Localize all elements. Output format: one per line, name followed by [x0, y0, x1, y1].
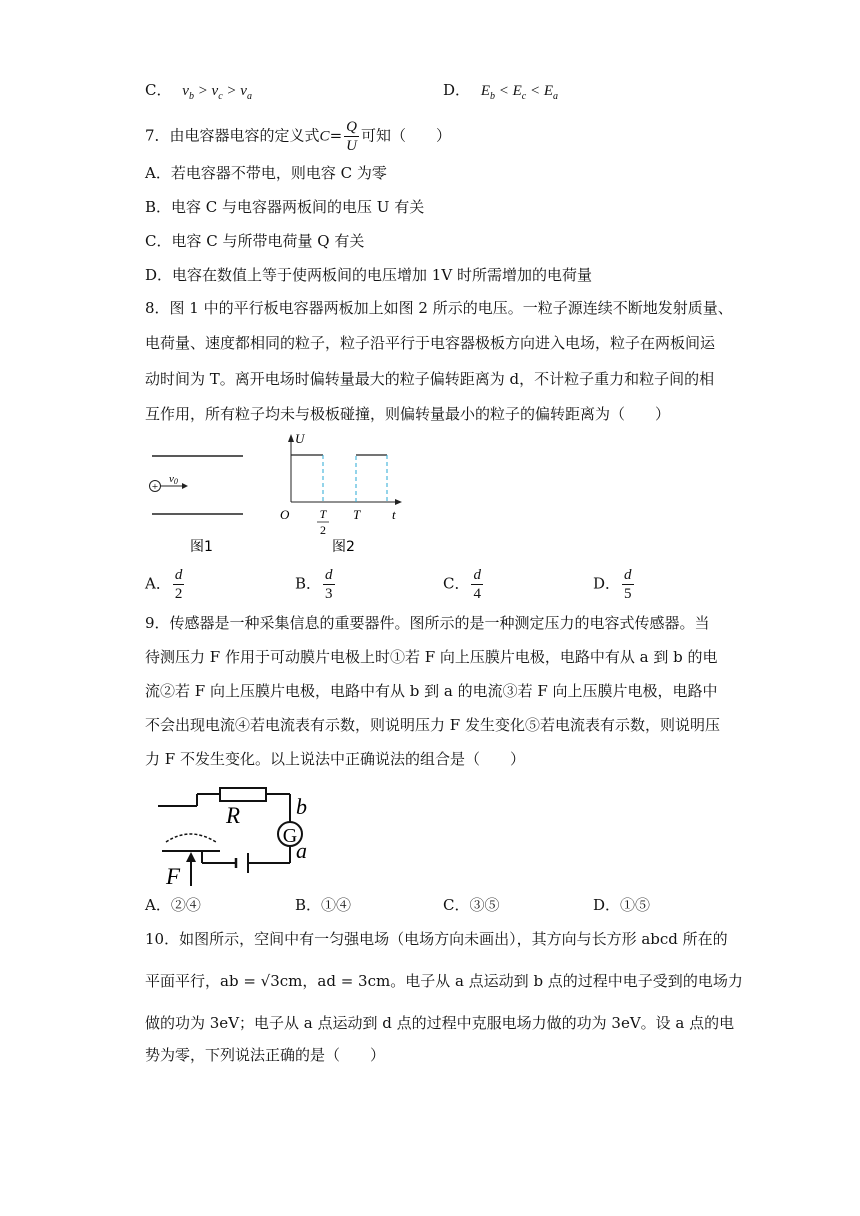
q8-axis-u-label: U: [295, 431, 305, 446]
q9-option-b: B．①④: [295, 896, 352, 914]
q8-figure2-voltage-graph: [280, 431, 402, 555]
q8-stem-line: 动时间为 T。离开电场时偏转量最大的粒子偏转距离为 d，不计粒子重力和粒子间的相: [145, 370, 715, 388]
q8-figures: [140, 430, 420, 560]
q8-option-a: A． $\frac{d}{2}$: [145, 567, 183, 602]
q7-option-b: B．电容 C 与电容器两板间的电压 U 有关: [145, 198, 425, 216]
q8-charge-symbol: +: [151, 481, 159, 493]
q8-origin-label: O: [280, 507, 290, 522]
q9-option-d: D．①⑤: [593, 896, 651, 914]
q10-stem-line: 10．如图所示，空间中有一匀强电场（电场方向未画出），其方向与长方形 abcd 所在的: [145, 930, 728, 948]
q9-stem-line: 流②若 F 向上压膜片电极，电路中有从 b 到 a 的电流③若 F 向上压膜片电极，电路中: [145, 682, 718, 700]
q8-figure2-caption: 图2: [332, 539, 355, 555]
q9-f-label: F: [166, 864, 181, 889]
q8-stem-line: 电荷量、速度都相同的粒子，粒子沿平行于电容器极板方向进入电场，粒子在两板间运: [145, 334, 716, 352]
q8-stem-line: 8．图 1 中的平行板电容器两板加上如图 2 所示的电压。一粒子源连续不断地发射质量、: [145, 299, 733, 317]
q8-tick-half-num: T: [319, 507, 327, 521]
q7-option-a: A．若电容器不带电，则电容 C 为零: [145, 164, 387, 182]
q10-stem-line: 势为零，下列说法正确的是（ ）: [145, 1046, 386, 1064]
q8-figure1-capacitor: [150, 456, 244, 555]
q9-resistor: [220, 788, 266, 801]
q9-sensor-circuit: [150, 780, 330, 890]
q7-stem: 7．由电容器电容的定义式C= $\frac{Q}{U}$ 可知（ ）: [145, 119, 451, 154]
q9-stem-line: 待测压力 F 作用于可动膜片电极上时①若 F 向上压膜片电极，电路中有从 a 到 b 的电: [145, 648, 718, 666]
q9-g-label: G: [282, 825, 298, 847]
q9-stem-line: 力 F 不发生变化。以上说法中正确说法的组合是（ ）: [145, 750, 525, 768]
q8-stem-line: 互作用，所有粒子均未与极板碰撞，则偏转量最小的粒子的偏转距离为（ ）: [145, 405, 671, 423]
q9-option-c: C．③⑤: [443, 896, 500, 914]
q9-stem-line: 9．传感器是一种采集信息的重要器件。图所示的是一种测定压力的电容式传感器。当: [145, 614, 710, 632]
q8-tick-half-den: 2: [320, 523, 326, 537]
q7-option-c: C．电容 C 与所带电荷量 Q 有关: [145, 232, 365, 250]
q8-tick-t: T: [353, 507, 361, 522]
q7-option-d: D．电容在数值上等于使两板间的电压增加 1V 时所需增加的电荷量: [145, 266, 592, 284]
q6-option-d-expr: $E_b < E_c < E_a$: [480, 83, 559, 102]
q8-option-d: D． $\frac{d}{5}$: [593, 567, 632, 602]
q6-option-c-expr: $v_b > v_c > v_a$: [182, 83, 252, 102]
q10-stem-line: 做的功为 3eV；电子从 a 点运动到 d 点的过程中克服电场力做的功为 3eV。设 a 点的电: [145, 1014, 735, 1032]
q8-option-c: C． $\frac{d}{4}$: [443, 567, 481, 602]
q8-axis-t-label: t: [392, 507, 396, 522]
q9-stem-line: 不会出现电流④若电流表有示数，则说明压力 F 发生变化⑤若电流表有示数，则说明压: [145, 716, 720, 734]
q8-velocity-label: v0: [169, 473, 178, 486]
q10-stem-line: 平面平行，ab = √3cm，ad = 3cm。电子从 a 点运动到 b 点的过程中电子受到的电场力: [145, 972, 743, 990]
q8-figure1-caption: 图1: [190, 539, 213, 555]
q6-option-c: C． $v_b > v_c > v_a$: [145, 81, 252, 102]
q9-b-label: b: [296, 794, 307, 819]
q9-option-a: A．②④: [145, 896, 201, 914]
q9-r-label: R: [226, 803, 241, 828]
q9-membrane: [166, 834, 216, 842]
q8-option-b: B． $\frac{d}{3}$: [295, 567, 333, 602]
q6-option-d: D． $E_b < E_c < E_a$: [443, 81, 559, 102]
q9-a-label: a: [296, 838, 307, 863]
q7-formula-fraction: $\frac{Q}{U}$: [346, 119, 357, 154]
